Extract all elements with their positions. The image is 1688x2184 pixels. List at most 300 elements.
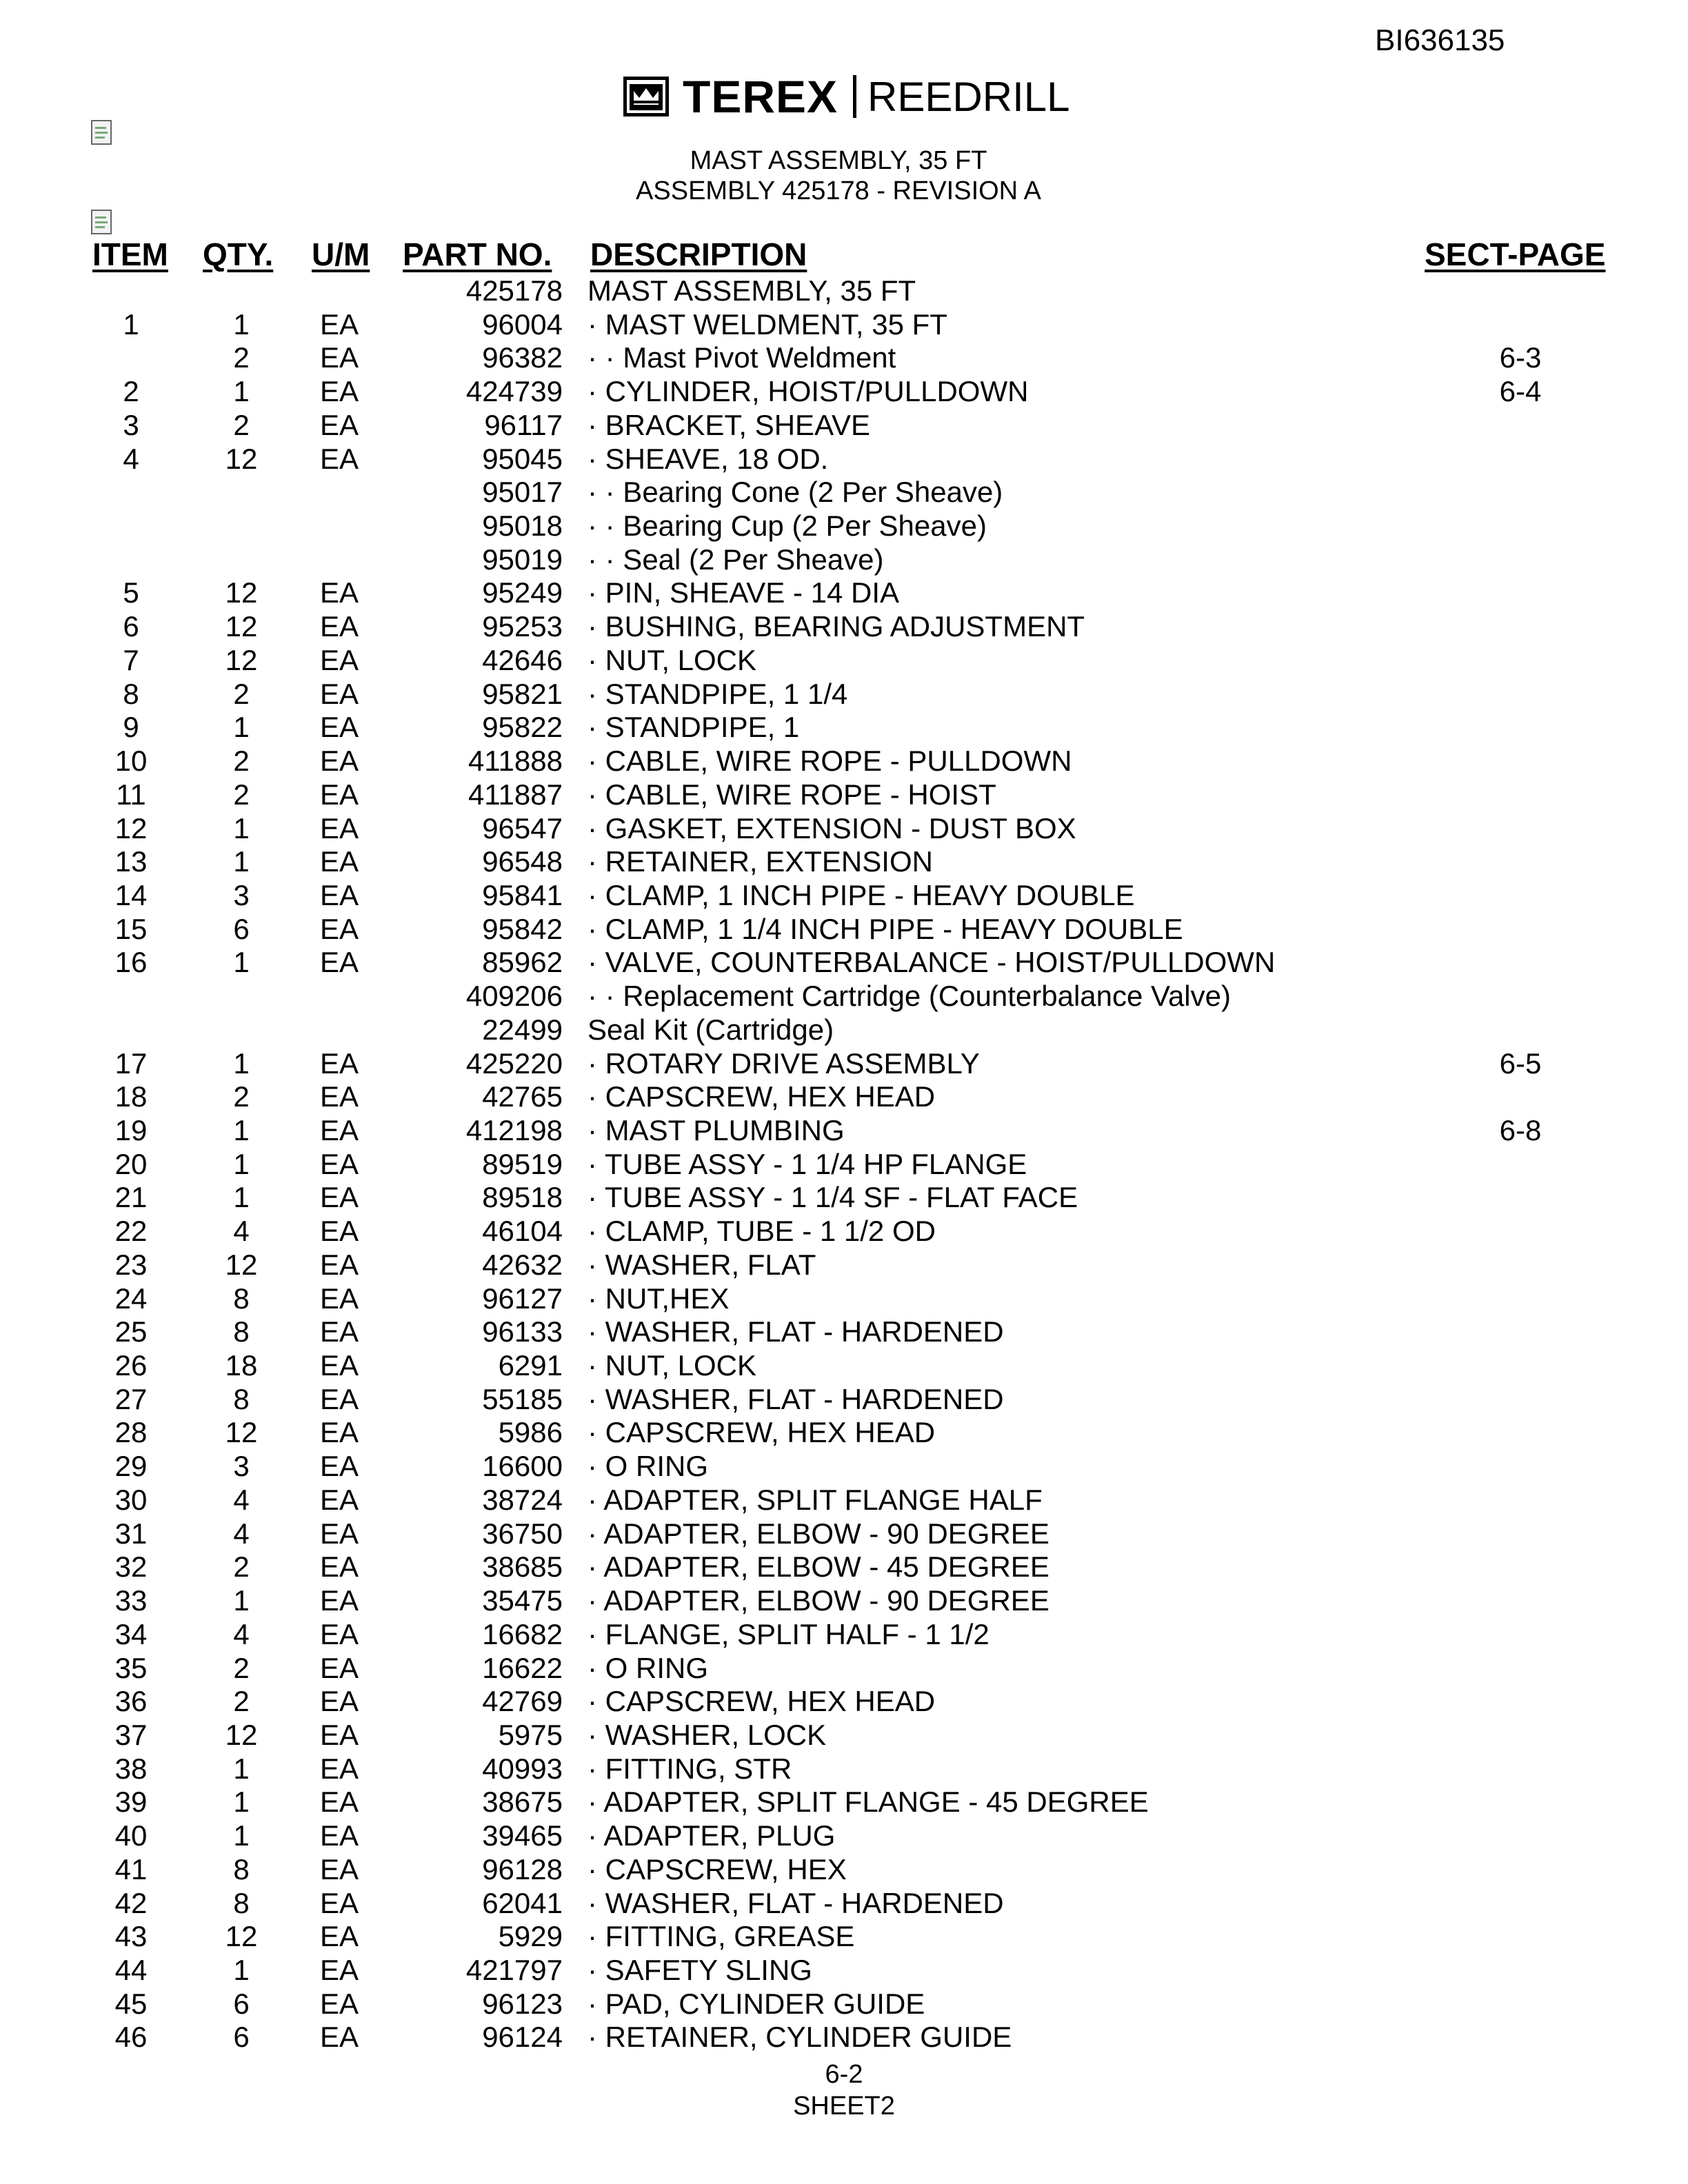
cell-description: · CLAMP, 1 INCH PIPE - HEAVY DOUBLE <box>587 878 1135 911</box>
cell-quantity: 8 <box>233 1852 250 1885</box>
cell-sect-page: 6-8 <box>1499 1114 1542 1146</box>
cell-description: · NUT, LOCK <box>587 643 757 676</box>
cell-item-number: 46 <box>114 2021 148 2054</box>
cell-quantity: 12 <box>225 1248 258 1281</box>
table-row <box>0 375 1688 408</box>
table-row <box>0 1484 1688 1517</box>
table-row <box>0 1148 1688 1181</box>
table-row <box>0 1853 1688 1886</box>
cell-description: · ADAPTER, SPLIT FLANGE - 45 DEGREE <box>587 1786 1149 1819</box>
table-row <box>0 308 1688 341</box>
table-row <box>0 476 1688 509</box>
cell-description: · FLANGE, SPLIT HALF - 1 1/2 <box>587 1617 989 1650</box>
cell-description: · TUBE ASSY - 1 1/4 HP FLANGE <box>587 1147 1027 1180</box>
cell-part-number: 46104 <box>482 1215 563 1248</box>
cell-part-number: 96133 <box>482 1315 563 1348</box>
header-um: U/M <box>312 236 370 272</box>
cell-quantity: 2 <box>233 745 250 778</box>
cell-quantity: 1 <box>233 375 250 408</box>
table-row <box>0 1282 1688 1315</box>
brand-terex: TEREX <box>683 71 838 122</box>
cell-unit-of-measure: EA <box>320 1416 359 1449</box>
cell-description: · WASHER, FLAT <box>587 1248 816 1281</box>
cell-description: Seal Kit (Cartridge) <box>587 1013 834 1046</box>
cell-unit-of-measure: EA <box>320 1852 359 1885</box>
cell-item-number: 40 <box>114 1819 148 1852</box>
cell-part-number: 95249 <box>482 576 563 609</box>
cell-unit-of-measure: EA <box>320 1550 359 1584</box>
table-row <box>0 1550 1688 1584</box>
table-row <box>0 1047 1688 1080</box>
cell-description: · RETAINER, CYLINDER GUIDE <box>587 2021 1012 2054</box>
cell-quantity: 12 <box>225 576 258 609</box>
cell-quantity: 1 <box>233 307 250 341</box>
cell-quantity: 2 <box>233 1651 250 1684</box>
cell-description: · ADAPTER, SPLIT FLANGE HALF <box>587 1483 1043 1516</box>
cell-item-number: 19 <box>114 1114 148 1146</box>
cell-unit-of-measure: EA <box>320 307 359 341</box>
cell-unit-of-measure: EA <box>320 1349 359 1382</box>
cell-unit-of-measure: EA <box>320 1147 359 1180</box>
cell-quantity: 1 <box>233 845 250 878</box>
cell-quantity: 2 <box>233 677 250 710</box>
cell-part-number: 96127 <box>482 1282 563 1315</box>
cell-part-number: 39465 <box>482 1819 563 1852</box>
cell-part-number: 425220 <box>465 1046 563 1080</box>
cell-description: · CAPSCREW, HEX HEAD <box>587 1080 936 1113</box>
cell-unit-of-measure: EA <box>320 341 359 374</box>
cell-item-number: 4 <box>123 442 139 475</box>
cell-description: · CYLINDER, HOIST/PULLDOWN <box>587 375 1029 408</box>
cell-item-number: 31 <box>114 1517 148 1550</box>
cell-unit-of-measure: EA <box>320 2021 359 2054</box>
table-row <box>0 1315 1688 1348</box>
cell-quantity: 3 <box>233 878 250 911</box>
cell-description: · WASHER, FLAT - HARDENED <box>587 1886 1004 1919</box>
table-row <box>0 845 1688 878</box>
cell-item-number: 11 <box>116 778 146 811</box>
cell-unit-of-measure: EA <box>320 1651 359 1684</box>
cell-unit-of-measure: EA <box>320 1517 359 1550</box>
cell-description: · CLAMP, 1 1/4 INCH PIPE - HEAVY DOUBLE <box>587 912 1183 945</box>
cell-quantity: 6 <box>233 912 250 945</box>
cell-part-number: 95253 <box>482 610 563 643</box>
cell-quantity: 6 <box>233 1987 250 2020</box>
cell-item-number: 14 <box>114 878 148 911</box>
cell-item-number: 3 <box>123 408 139 441</box>
table-row <box>0 1416 1688 1449</box>
cell-sect-page: 6-3 <box>1499 341 1542 374</box>
cell-description: · O RING <box>587 1450 708 1483</box>
cell-quantity: 1 <box>233 1147 250 1180</box>
cell-description: · · Bearing Cone (2 Per Sheave) <box>587 476 1003 509</box>
cell-description: · CLAMP, TUBE - 1 1/2 OD <box>587 1215 936 1248</box>
cell-item-number: 43 <box>114 1920 148 1953</box>
table-row <box>0 1080 1688 1113</box>
table-row <box>0 1181 1688 1214</box>
cell-unit-of-measure: EA <box>320 1819 359 1852</box>
table-row <box>0 274 1688 307</box>
cell-part-number: 16622 <box>482 1651 563 1684</box>
brand-logo <box>623 71 1070 122</box>
cell-item-number: 7 <box>123 643 139 676</box>
cell-part-number: 42646 <box>482 643 563 676</box>
cell-description: · BUSHING, BEARING ADJUSTMENT <box>587 610 1085 643</box>
cell-quantity: 12 <box>225 643 258 676</box>
cell-part-number: 95821 <box>482 677 563 710</box>
cell-unit-of-measure: EA <box>320 408 359 441</box>
cell-description: · CABLE, WIRE ROPE - HOIST <box>587 778 996 811</box>
cell-part-number: 412198 <box>465 1114 563 1146</box>
cell-quantity: 12 <box>225 1718 258 1751</box>
cell-sect-page: 6-5 <box>1499 1046 1542 1080</box>
terex-crown-icon <box>623 77 669 117</box>
cell-part-number: 38675 <box>482 1786 563 1819</box>
table-row <box>0 745 1688 778</box>
cell-description: · VALVE, COUNTERBALANCE - HOIST/PULLDOWN <box>587 946 1276 979</box>
header-qty: QTY. <box>203 236 274 272</box>
header-sect-page: SECT-PAGE <box>1425 236 1606 272</box>
cell-unit-of-measure: EA <box>320 1920 359 1953</box>
cell-description: · ROTARY DRIVE ASSEMBLY <box>587 1046 980 1080</box>
cell-part-number: 55185 <box>482 1382 563 1415</box>
cell-part-number: 96547 <box>482 811 563 845</box>
cell-part-number: 16600 <box>482 1450 563 1483</box>
cell-unit-of-measure: EA <box>320 1114 359 1146</box>
cell-description: · RETAINER, EXTENSION <box>587 845 933 878</box>
table-row <box>0 1618 1688 1651</box>
cell-unit-of-measure: EA <box>320 442 359 475</box>
cell-description: · ADAPTER, ELBOW - 90 DEGREE <box>587 1584 1049 1617</box>
cell-unit-of-measure: EA <box>320 1215 359 1248</box>
document-icon[interactable] <box>91 120 114 146</box>
cell-part-number: 42769 <box>482 1685 563 1718</box>
table-row <box>0 1685 1688 1718</box>
cell-description: MAST ASSEMBLY, 35 FT <box>587 274 916 307</box>
cell-part-number: 6291 <box>498 1349 563 1382</box>
table-row <box>0 543 1688 576</box>
cell-quantity: 1 <box>233 1786 250 1819</box>
cell-unit-of-measure: EA <box>320 1315 359 1348</box>
cell-sect-page: 6-4 <box>1499 375 1542 408</box>
cell-item-number: 15 <box>114 912 148 945</box>
table-row <box>0 443 1688 476</box>
cell-quantity: 4 <box>233 1517 250 1550</box>
cell-quantity: 1 <box>233 1181 250 1214</box>
cell-unit-of-measure: EA <box>320 1752 359 1785</box>
cell-quantity: 1 <box>233 1819 250 1852</box>
cell-description: · STANDPIPE, 1 1/4 <box>587 677 848 710</box>
table-row <box>0 341 1688 374</box>
cell-item-number: 17 <box>114 1046 148 1080</box>
table-row <box>0 1114 1688 1147</box>
cell-part-number: 62041 <box>482 1886 563 1919</box>
cell-part-number: 96124 <box>482 2021 563 2054</box>
cell-description: · · Bearing Cup (2 Per Sheave) <box>587 509 987 543</box>
table-row <box>0 1819 1688 1852</box>
cell-unit-of-measure: EA <box>320 1584 359 1617</box>
cell-unit-of-measure: EA <box>320 1181 359 1214</box>
table-row <box>0 1920 1688 1953</box>
cell-part-number: 5975 <box>498 1718 563 1751</box>
header-item: ITEM <box>92 236 168 272</box>
cell-item-number: 27 <box>114 1382 148 1415</box>
cell-description: · ADAPTER, PLUG <box>587 1819 836 1852</box>
cell-part-number: 42632 <box>482 1248 563 1281</box>
document-title: MAST ASSEMBLY, 35 FT <box>690 146 987 175</box>
cell-description: · TUBE ASSY - 1 1/4 SF - FLAT FACE <box>587 1181 1078 1214</box>
cell-quantity: 1 <box>233 811 250 845</box>
table-row <box>0 1786 1688 1819</box>
cell-unit-of-measure: EA <box>320 1886 359 1919</box>
cell-unit-of-measure: EA <box>320 677 359 710</box>
cell-item-number: 1 <box>123 307 139 341</box>
table-row <box>0 913 1688 946</box>
table-row <box>0 644 1688 677</box>
cell-quantity: 3 <box>233 1450 250 1483</box>
cell-part-number: 95017 <box>482 476 563 509</box>
cell-part-number: 95822 <box>482 711 563 744</box>
cell-part-number: 16682 <box>482 1617 563 1650</box>
cell-part-number: 42765 <box>482 1080 563 1113</box>
cell-part-number: 95842 <box>482 912 563 945</box>
table-row <box>0 812 1688 845</box>
cell-unit-of-measure: EA <box>320 1046 359 1080</box>
brand-reedrill: REEDRILL <box>867 73 1070 120</box>
table-row <box>0 2021 1688 2054</box>
cell-quantity: 8 <box>233 1282 250 1315</box>
table-row <box>0 1517 1688 1550</box>
cell-unit-of-measure: EA <box>320 1450 359 1483</box>
cell-item-number: 42 <box>114 1886 148 1919</box>
cell-quantity: 18 <box>225 1349 258 1382</box>
table-row <box>0 778 1688 811</box>
cell-part-number: 40993 <box>482 1752 563 1785</box>
table-row <box>0 980 1688 1013</box>
cell-description: · CABLE, WIRE ROPE - PULLDOWN <box>587 745 1072 778</box>
document-subtitle: ASSEMBLY 425178 - REVISION A <box>636 176 1041 205</box>
cell-unit-of-measure: EA <box>320 576 359 609</box>
cell-unit-of-measure: EA <box>320 1954 359 1986</box>
cell-quantity: 12 <box>225 610 258 643</box>
cell-part-number: 96548 <box>482 845 563 878</box>
cell-part-number: 96128 <box>482 1852 563 1885</box>
cell-item-number: 25 <box>114 1315 148 1348</box>
table-row <box>0 1013 1688 1046</box>
cell-unit-of-measure: EA <box>320 745 359 778</box>
document-icon[interactable] <box>91 210 114 236</box>
cell-item-number: 21 <box>114 1181 148 1214</box>
cell-description: · NUT, LOCK <box>587 1349 757 1382</box>
cell-unit-of-measure: EA <box>320 1718 359 1751</box>
cell-part-number: 5986 <box>498 1416 563 1449</box>
cell-part-number: 38685 <box>482 1550 563 1584</box>
cell-item-number: 33 <box>114 1584 148 1617</box>
cell-description: · SHEAVE, 18 OD. <box>587 442 829 475</box>
table-row <box>0 610 1688 643</box>
cell-quantity: 12 <box>225 442 258 475</box>
cell-part-number: 36750 <box>482 1517 563 1550</box>
cell-quantity: 1 <box>233 1046 250 1080</box>
cell-description: · CAPSCREW, HEX HEAD <box>587 1685 936 1718</box>
cell-description: · NUT,HEX <box>587 1282 730 1315</box>
table-row <box>0 509 1688 543</box>
header-description: DESCRIPTION <box>590 236 807 272</box>
cell-item-number: 23 <box>114 1248 148 1281</box>
cell-description: · FITTING, STR <box>587 1752 792 1785</box>
cell-part-number: 89519 <box>482 1147 563 1180</box>
cell-item-number: 37 <box>114 1718 148 1751</box>
cell-quantity: 1 <box>233 946 250 979</box>
cell-item-number: 9 <box>123 711 139 744</box>
cell-description: · WASHER, LOCK <box>587 1718 827 1751</box>
cell-quantity: 1 <box>233 1954 250 1986</box>
cell-part-number: 96382 <box>482 341 563 374</box>
cell-part-number: 95841 <box>482 878 563 911</box>
cell-quantity: 1 <box>233 711 250 744</box>
cell-description: · WASHER, FLAT - HARDENED <box>587 1315 1004 1348</box>
cell-description: · MAST PLUMBING <box>587 1114 845 1146</box>
cell-item-number: 45 <box>114 1987 148 2020</box>
table-row <box>0 711 1688 744</box>
cell-part-number: 425178 <box>465 274 563 307</box>
cell-item-number: 28 <box>114 1416 148 1449</box>
cell-quantity: 12 <box>225 1920 258 1953</box>
cell-unit-of-measure: EA <box>320 1987 359 2020</box>
cell-quantity: 1 <box>233 1584 250 1617</box>
cell-unit-of-measure: EA <box>320 878 359 911</box>
cell-description: · O RING <box>587 1651 708 1684</box>
table-row <box>0 1450 1688 1483</box>
cell-part-number: 409206 <box>465 980 563 1013</box>
cell-unit-of-measure: EA <box>320 375 359 408</box>
table-row <box>0 678 1688 711</box>
cell-description: · SAFETY SLING <box>587 1954 812 1986</box>
cell-description: · BRACKET, SHEAVE <box>587 408 870 441</box>
cell-quantity: 4 <box>233 1483 250 1516</box>
brand-separator <box>853 75 856 118</box>
cell-part-number: 95019 <box>482 543 563 576</box>
cell-quantity: 8 <box>233 1886 250 1919</box>
table-row <box>0 1248 1688 1282</box>
cell-item-number: 36 <box>114 1685 148 1718</box>
cell-description: · ADAPTER, ELBOW - 45 DEGREE <box>587 1550 1049 1584</box>
cell-part-number: 96123 <box>482 1987 563 2020</box>
cell-item-number: 8 <box>123 677 139 710</box>
cell-unit-of-measure: EA <box>320 845 359 878</box>
cell-item-number: 34 <box>114 1617 148 1650</box>
cell-unit-of-measure: EA <box>320 1483 359 1516</box>
table-row <box>0 1954 1688 1987</box>
cell-part-number: 89518 <box>482 1181 563 1214</box>
cell-description: · · Seal (2 Per Sheave) <box>587 543 884 576</box>
cell-item-number: 18 <box>114 1080 148 1113</box>
cell-part-number: 22499 <box>482 1013 563 1046</box>
cell-quantity: 2 <box>233 1550 250 1584</box>
table-row <box>0 1349 1688 1382</box>
cell-item-number: 30 <box>114 1483 148 1516</box>
cell-quantity: 8 <box>233 1315 250 1348</box>
cell-description: · STANDPIPE, 1 <box>587 711 800 744</box>
cell-description: · WASHER, FLAT - HARDENED <box>587 1382 1004 1415</box>
cell-item-number: 16 <box>114 946 148 979</box>
table-row <box>0 576 1688 609</box>
table-row <box>0 1383 1688 1416</box>
cell-quantity: 6 <box>233 2021 250 2054</box>
cell-unit-of-measure: EA <box>320 711 359 744</box>
cell-item-number: 20 <box>114 1147 148 1180</box>
cell-item-number: 26 <box>114 1349 148 1382</box>
cell-unit-of-measure: EA <box>320 1382 359 1415</box>
cell-quantity: 1 <box>233 1114 250 1146</box>
cell-item-number: 39 <box>114 1786 148 1819</box>
cell-item-number: 2 <box>123 375 139 408</box>
document-id: BI636135 <box>1375 23 1505 57</box>
cell-item-number: 38 <box>114 1752 148 1785</box>
cell-part-number: 95045 <box>482 442 563 475</box>
cell-item-number: 32 <box>114 1550 148 1584</box>
cell-unit-of-measure: EA <box>320 1685 359 1718</box>
table-row <box>0 1752 1688 1786</box>
cell-unit-of-measure: EA <box>320 1248 359 1281</box>
sheet-label: SHEET2 <box>793 2092 895 2121</box>
cell-description: · PIN, SHEAVE - 14 DIA <box>587 576 900 609</box>
cell-item-number: 41 <box>114 1852 148 1885</box>
cell-part-number: 35475 <box>482 1584 563 1617</box>
cell-part-number: 38724 <box>482 1483 563 1516</box>
cell-part-number: 411888 <box>468 745 563 778</box>
cell-item-number: 44 <box>114 1954 148 1986</box>
cell-item-number: 13 <box>114 845 148 878</box>
cell-part-number: 5929 <box>498 1920 563 1953</box>
cell-description: · FITTING, GREASE <box>587 1920 855 1953</box>
cell-item-number: 10 <box>114 745 148 778</box>
table-row <box>0 1215 1688 1248</box>
cell-unit-of-measure: EA <box>320 778 359 811</box>
table-row <box>0 1887 1688 1920</box>
cell-unit-of-measure: EA <box>320 811 359 845</box>
cell-description: · PAD, CYLINDER GUIDE <box>587 1987 925 2020</box>
cell-part-number: 85962 <box>482 946 563 979</box>
cell-unit-of-measure: EA <box>320 643 359 676</box>
cell-part-number: 424739 <box>465 375 563 408</box>
cell-quantity: 2 <box>233 408 250 441</box>
cell-quantity: 2 <box>233 341 250 374</box>
cell-item-number: 29 <box>114 1450 148 1483</box>
cell-description: · GASKET, EXTENSION - DUST BOX <box>587 811 1076 845</box>
cell-part-number: 95018 <box>482 509 563 543</box>
table-row <box>0 1584 1688 1617</box>
page-number: 6-2 <box>825 2060 863 2089</box>
cell-unit-of-measure: EA <box>320 1617 359 1650</box>
cell-part-number: 421797 <box>465 1954 563 1986</box>
cell-unit-of-measure: EA <box>320 1080 359 1113</box>
cell-item-number: 35 <box>114 1651 148 1684</box>
cell-unit-of-measure: EA <box>320 1786 359 1819</box>
cell-part-number: 96117 <box>484 408 563 441</box>
table-row <box>0 879 1688 912</box>
cell-item-number: 24 <box>114 1282 148 1315</box>
cell-quantity: 12 <box>225 1416 258 1449</box>
cell-quantity: 2 <box>233 1080 250 1113</box>
cell-quantity: 2 <box>233 778 250 811</box>
header-part-no: PART NO. <box>403 236 552 272</box>
cell-part-number: 411887 <box>468 778 563 811</box>
cell-item-number: 12 <box>114 811 148 845</box>
cell-item-number: 5 <box>123 576 139 609</box>
cell-description: · ADAPTER, ELBOW - 90 DEGREE <box>587 1517 1049 1550</box>
cell-unit-of-measure: EA <box>320 1282 359 1315</box>
